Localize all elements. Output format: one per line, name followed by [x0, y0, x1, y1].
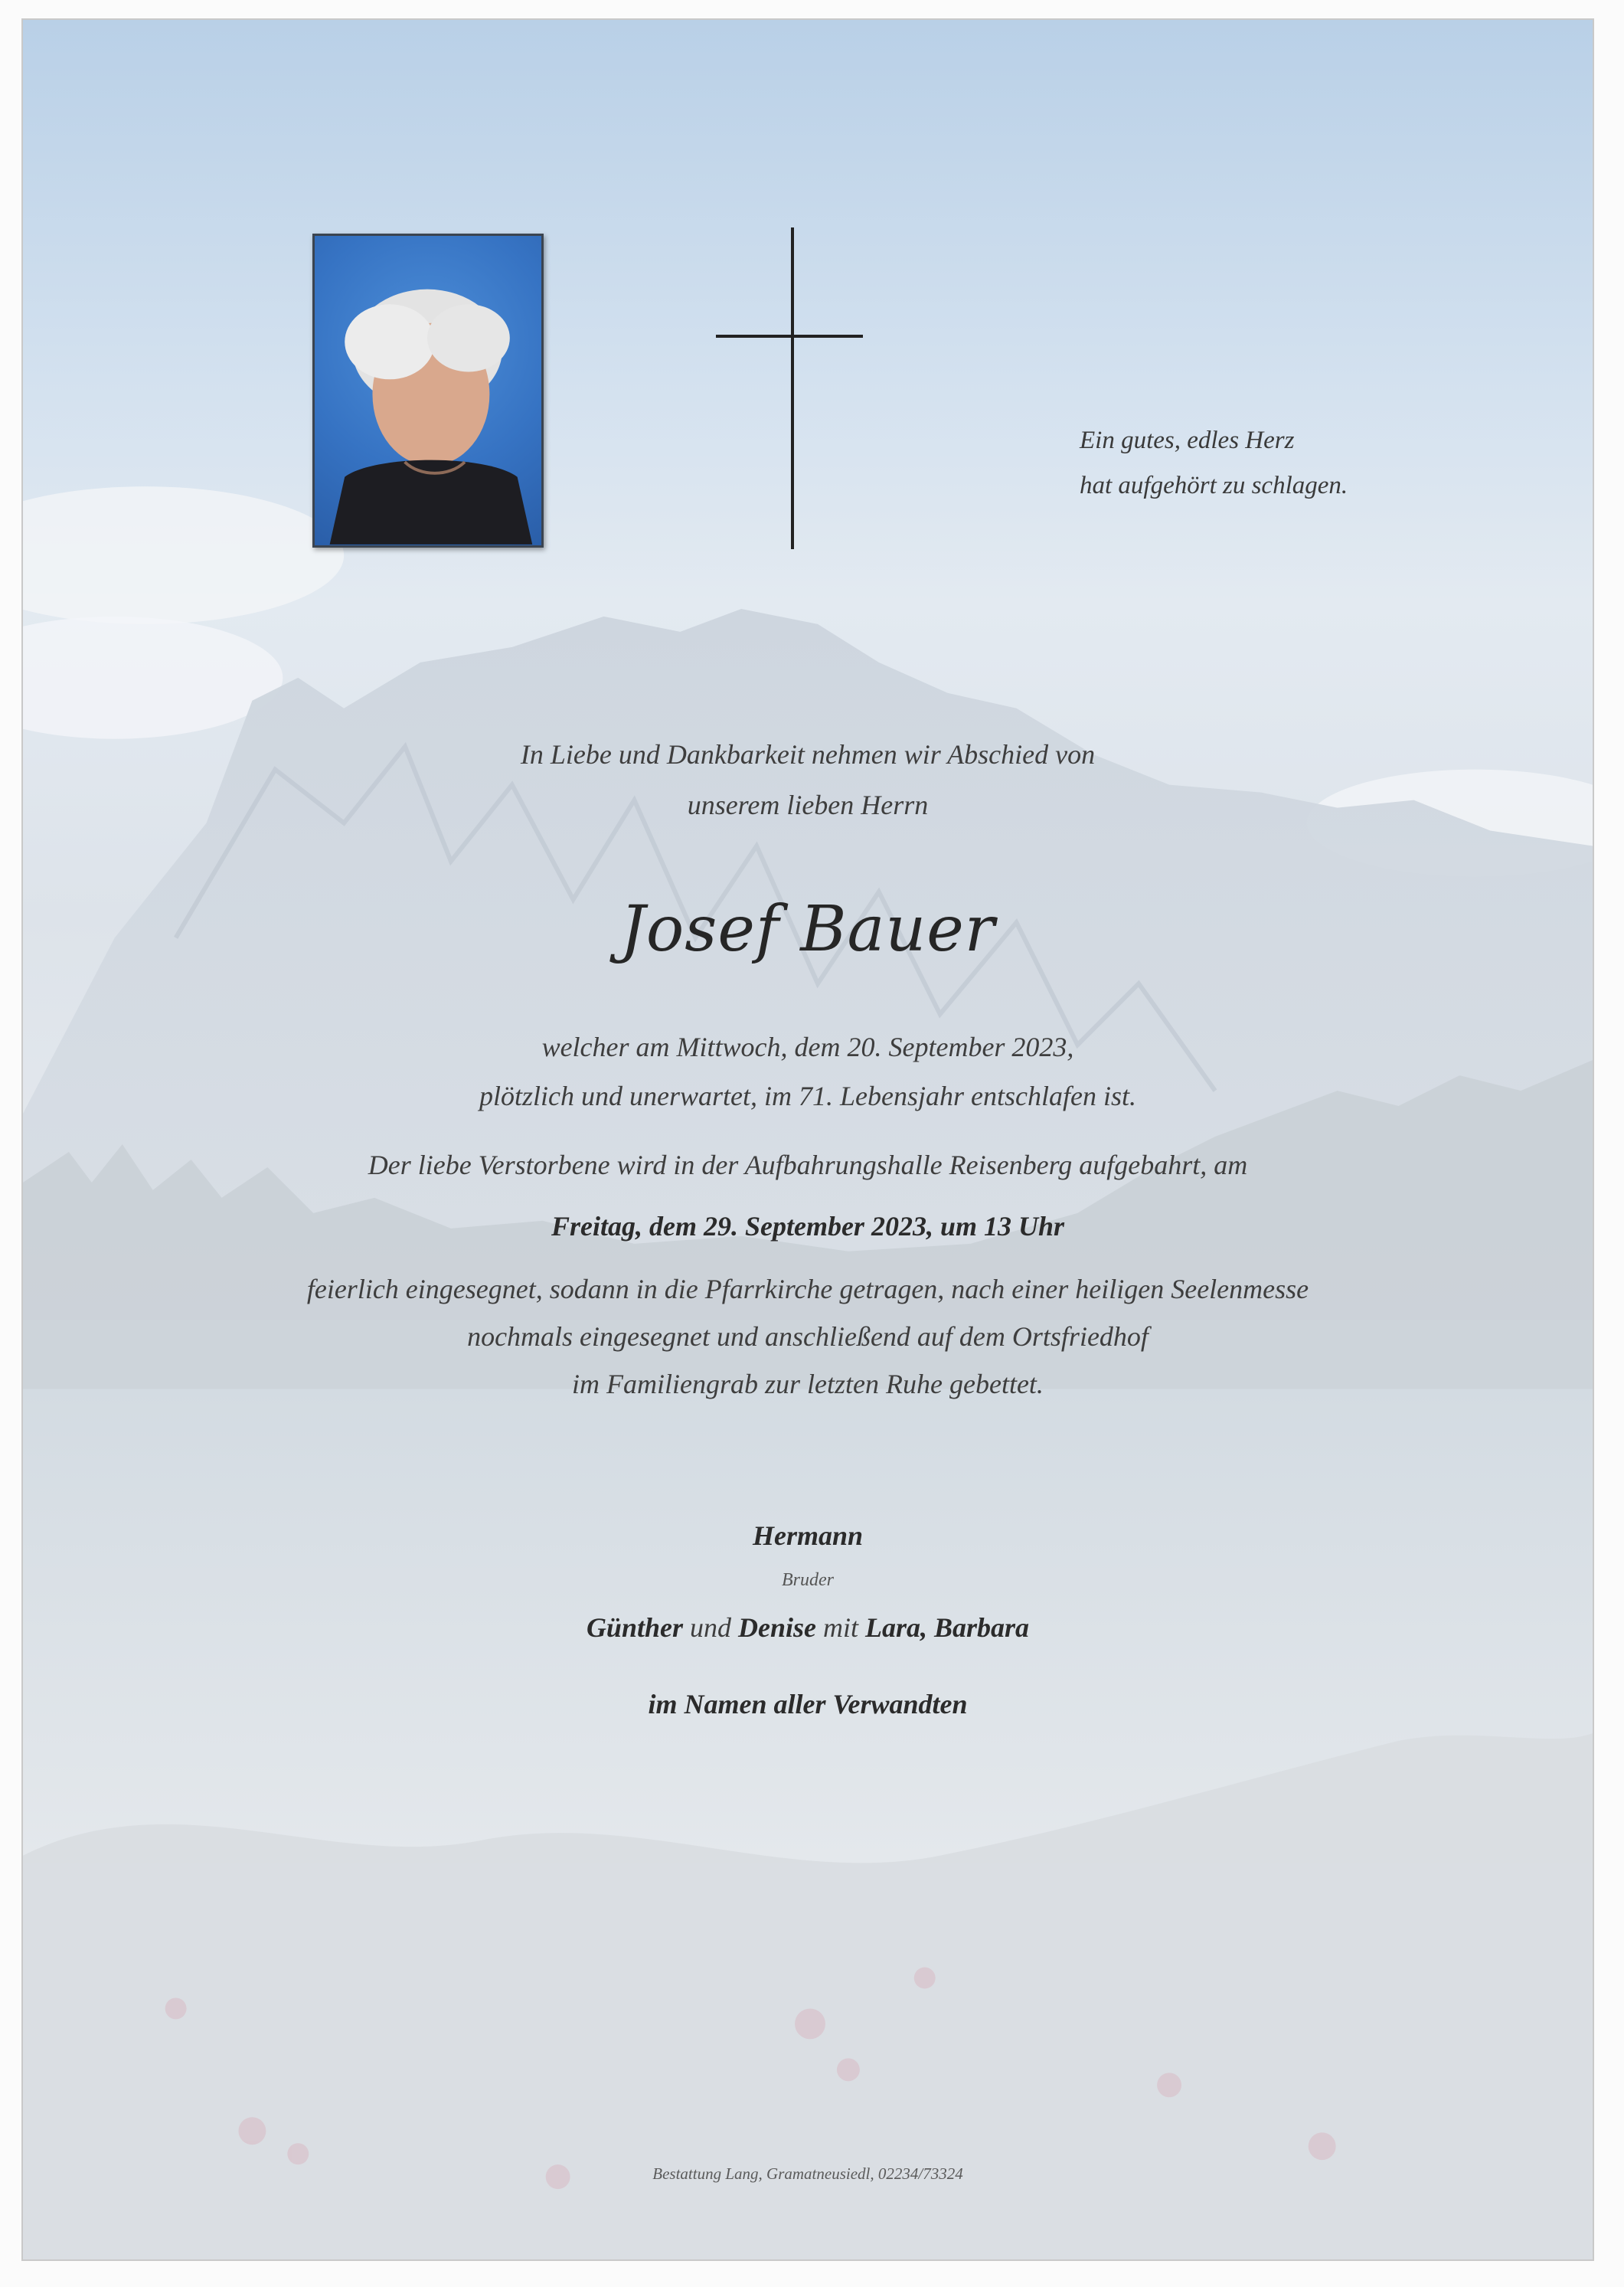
funeral-line: Der liebe Verstorbene wird in der Aufbahrungshalle Reisenberg aufgebahrt, am	[368, 1150, 1248, 1180]
motto-quote	[1080, 418, 1432, 509]
funeral-line: feierlich eingesegnet, sodann in die Pfarrkirche getragen, nach einer heiligen Seelenmesse	[306, 1274, 1309, 1304]
joiner-text: mit	[823, 1612, 859, 1643]
closing-line: im Namen aller Verwandten	[648, 1689, 968, 1719]
motto-line: hat aufgehört zu schlagen.	[1080, 472, 1348, 499]
mourner-name: Günther	[586, 1612, 683, 1643]
funeral-line: im Familiengrab zur letzten Ruhe gebettet.	[572, 1369, 1044, 1399]
portrait-photo	[312, 234, 544, 548]
mourner-group	[23, 1605, 1593, 1650]
funeral-line: nochmals eingesegnet und anschließend auf dem Ortsfriedhof	[467, 1321, 1149, 1352]
death-line: welcher am Mittwoch, dem 20. September 2023,	[541, 1032, 1074, 1062]
joiner-text: und	[690, 1612, 731, 1643]
funeral-date: Freitag, dem 29. September 2023, um 13 Uhr	[551, 1211, 1064, 1242]
intro-line: unserem lieben Herrn	[687, 790, 929, 820]
motto-line: Ein gutes, edles Herz	[1080, 427, 1295, 454]
mourner-name: Denise	[738, 1612, 816, 1643]
undertaker-footer: Bestattung Lang, Gramatneusiedl, 02234/73324	[652, 2164, 963, 2183]
mourner-relation: Bruder	[782, 1570, 834, 1590]
mountain-lake-background	[23, 20, 1593, 2259]
intro-line: In Liebe und Dankbarkeit nehmen wir Abschied von	[520, 739, 1096, 770]
person-silhouette-icon	[315, 236, 541, 545]
obituary-card	[21, 18, 1594, 2261]
mourner-name: Lara, Barbara	[865, 1612, 1030, 1643]
death-line: plötzlich und unerwartet, im 71. Lebensjahr entschlafen ist.	[479, 1081, 1136, 1111]
deceased-name: Josef Bauer	[620, 893, 995, 966]
mourner-name: Hermann	[752, 1520, 864, 1551]
